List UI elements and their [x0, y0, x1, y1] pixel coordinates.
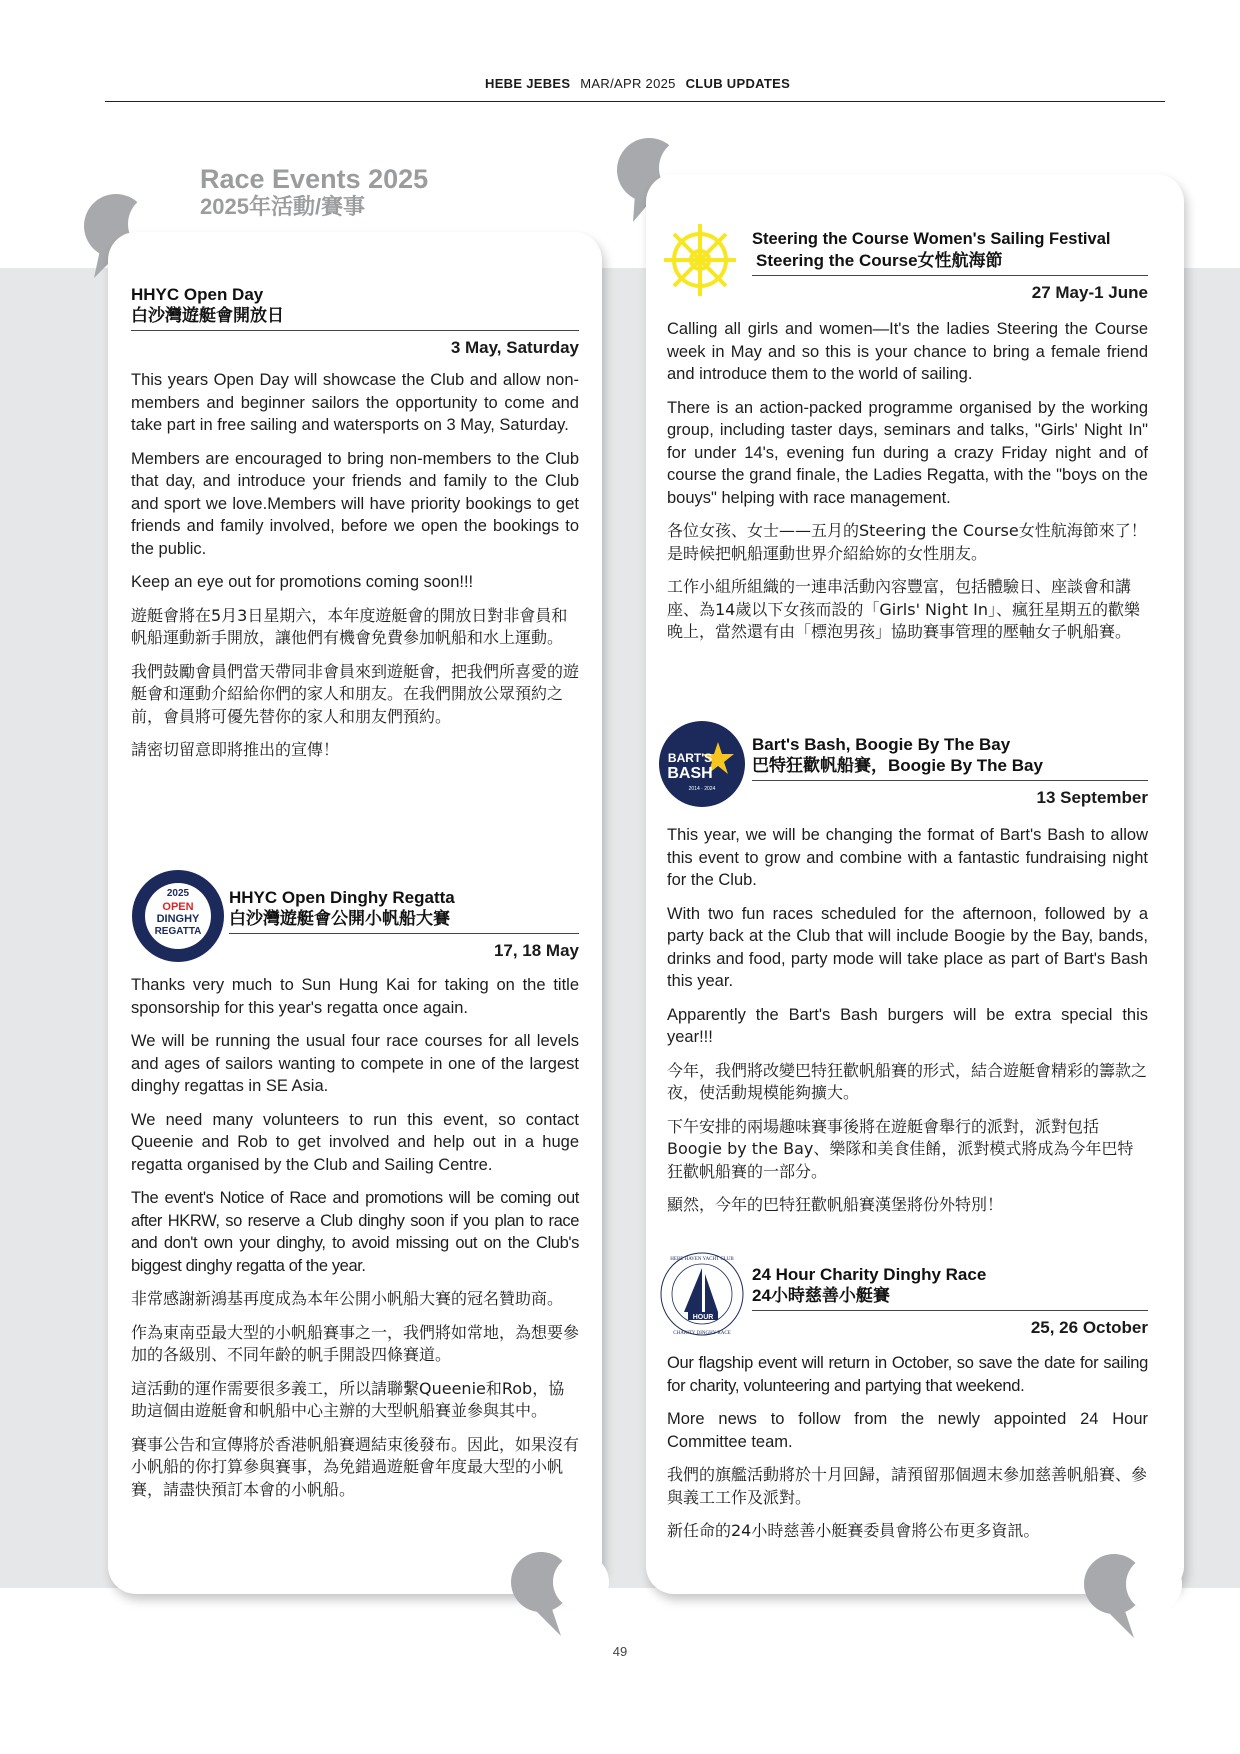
paragraph: We will be running the usual four race courses for all levels and ages of sailors wanting to compete in one of the largest dinghy regattas in SE Asia. [131, 1032, 579, 1095]
divider [752, 780, 1148, 781]
event-body [131, 369, 579, 762]
paragraph: 我們鼓勵會員們當天帶同非會員來到遊艇會，把我們所喜愛的遊艇會和運動介紹給你們的家人和朋友。在我們開放公眾預約之前，會員將可優先替你的家人和朋友們預約。 [131, 661, 580, 726]
paragraph: 作為東南亞最大型的小帆船賽事之一，我們將如常地，為想要參加的各級別、不同年齡的帆手開設四條賽道。 [131, 1322, 580, 1364]
event-24-hour-race-body [667, 1352, 1148, 1554]
event-open-dinghy-regatta-body [131, 974, 579, 1512]
paragraph: We need many volunteers to run this event, so contact Queenie and Rob to get involved and help out in a huge regatta organised by the Club and Sailing Centre. [131, 1110, 579, 1174]
quote-mark-icon [505, 1548, 615, 1638]
publication-name: HEBE JEBES [485, 76, 571, 91]
divider [752, 275, 1148, 276]
paragraph: 今年，我們將改變巴特狂歡帆船賽的形式，結合遊艇會精彩的籌款之夜，使活動規模能夠擴大。 [667, 1060, 1148, 1102]
paragraph: 遊艇會將在5月3日星期六，本年度遊艇會的開放日對非會員和帆船運動新手開放，讓他們有機會免費參加帆船和水上運動。 [131, 605, 568, 647]
paragraph: This years Open Day will showcase the Club and allow non-members and beginner sailors the opportunity to come and take part in free sailing and watersports on 3 May, Saturday. [131, 371, 579, 434]
event-body [131, 974, 579, 1501]
section-title-en: Race Events 2025 [200, 164, 429, 194]
logo-text: BART'S [667, 751, 713, 765]
paragraph: This year, we will be changing the format of Bart's Bash to allow this event to grow and combine with a fantastic fundraising night for the Club. [667, 826, 1148, 889]
paragraph: 非常感謝新鴻基再度成為本年公開小帆船大賽的冠名贊助商。 [131, 1289, 564, 1308]
running-header [105, 74, 1165, 102]
page-number: 49 [612, 1644, 628, 1659]
logo-ring-text: CHARITY DINGHY RACE [673, 1331, 731, 1336]
event-steering-the-course-body [667, 318, 1148, 655]
section-label: CLUB UPDATES [685, 76, 791, 91]
paragraph: The event's Notice of Race and promotions will be coming out after HKRW, so reserve a Club dinghy soon if you plan to race and don't own your dinghy, to avoid missing out on the Club's biggest dinghy regatta of the year. [131, 1189, 579, 1275]
event-title-en: HHYC Open Dinghy Regatta [229, 888, 455, 907]
barts-bash-logo [658, 720, 746, 808]
paragraph: 賽事公告和宣傳將於香港帆船賽週結束後發布。因此，如果沒有小帆船的你打算參與賽事，為免錯過遊艇會年度最大型的小帆賽，請盡快預訂本會的小帆船。 [131, 1434, 580, 1499]
paragraph: There is an action-packed programme organised by the working group, including taster days, seminars and talks, "Girls' Night In" for under 14's, evening fun during a crazy Friday night and of course the grand finale, the Ladies Regatta, with the "boys on the bouys" helping with race management. [667, 398, 1148, 507]
event-title-zh: 白沙灣遊艇會公開小帆船大賽 [229, 909, 450, 928]
event-title-en: Steering the Course Women's Sailing Festival [752, 230, 1111, 248]
paragraph: 下午安排的兩場趣味賽事後將在遊艇會舉行的派對，派對包括Boogie by the Bay、樂隊和美食佳餚，派對模式將成為今年巴特狂歡帆船賽的一部分。 [667, 1116, 1134, 1181]
paragraph: 這活動的運作需要很多義工，所以請聯繫Queenie和Rob，協助這個由遊艇會和帆船中心主辦的大型帆船賽並參與其中。 [131, 1378, 565, 1420]
open-dinghy-regatta-logo [130, 868, 226, 964]
paragraph: More news to follow from the newly appointed 24 Hour Committee team. [667, 1410, 1148, 1451]
logo-text: HOUR [692, 1314, 714, 1321]
event-title-en: HHYC Open Day [131, 285, 264, 304]
paragraph: 我們的旗艦活動將於十月回歸，請預留那個週末參加慈善帆船賽、參與義工工作及派對。 [667, 1465, 1148, 1507]
paragraph: 各位女孩、女士——五月的Steering the Course女性航海節來了！是時候把帆船運動世界介紹給妳的女性朋友。 [667, 521, 1147, 563]
event-barts-bash-body [667, 824, 1148, 1228]
logo-text: DINGHY [156, 913, 200, 925]
paragraph: Calling all girls and women—It's the ladies Steering the Course week in May and so this is your chance to bring a female friend and introduce them to the world of sailing. [667, 320, 1148, 383]
event-title-zh: 24小時慈善小艇賽 [752, 1286, 890, 1305]
paragraph: 新任命的24小時慈善小艇賽委員會將公布更多資訊。 [667, 1521, 1040, 1540]
event-date: 3 May, Saturday [450, 338, 579, 357]
event-open-dinghy-regatta [229, 887, 579, 962]
24-hour-charity-logo [658, 1250, 746, 1338]
event-date: 25, 26 October [1030, 1318, 1148, 1337]
event-date: 17, 18 May [493, 941, 579, 960]
event-open-day [131, 284, 579, 773]
logo-ring-text: HEBE HAVEN YACHT CLUB [670, 1257, 734, 1262]
running-header-text [485, 76, 796, 91]
paragraph: With two fun races scheduled for the afternoon, followed by a party back at the Club that will include Boogie by the Bay, bands, drinks and food, party mode will take place as part of Bart's Bash this year. [667, 904, 1148, 990]
event-steering-the-course [752, 229, 1148, 304]
quote-mark-icon [1078, 1550, 1188, 1640]
section-title-zh: 2025年活動/賽事 [200, 194, 366, 219]
ship-wheel-logo-icon [660, 220, 740, 300]
event-24-hour-race [752, 1264, 1148, 1339]
event-date: 27 May-1 June [1031, 283, 1148, 302]
section-title [200, 164, 428, 220]
event-body [667, 318, 1148, 644]
divider [229, 933, 579, 934]
event-body [667, 824, 1148, 1217]
logo-text: REGATTA [154, 926, 202, 937]
logo-years: 2014 · 2024 [688, 786, 716, 792]
paragraph: 顯然，今年的巴特狂歡帆船賽漢堡將份外特別！ [667, 1195, 1004, 1214]
paragraph: Keep an eye out for promotions coming soon!!! [131, 573, 474, 591]
paragraph: Thanks very much to Sun Hung Kai for taking on the title sponsorship for this year's regatta once again. [131, 976, 579, 1017]
logo-year: 2025 [166, 888, 190, 899]
event-date: 13 September [1036, 788, 1148, 807]
event-title-en: 24 Hour Charity Dinghy Race [752, 1265, 987, 1284]
paragraph: Apparently the Bart's Bash burgers will be extra special this year!!! [667, 1005, 1148, 1046]
event-barts-bash [752, 734, 1148, 809]
paragraph: 工作小組所組織的一連串活動內容豐富，包括體驗日、座談會和講座、為14歲以下女孩而設的「Girls' Night In」、瘋狂星期五的歡樂晚上，當然還有由「標泡男孩」協助賽事管理的壓軸女子帆船賽。 [667, 577, 1140, 641]
issue-label: MAR/APR 2025 [580, 76, 676, 91]
divider [131, 330, 579, 331]
event-title-en: Bart's Bash, Boogie By The Bay [752, 735, 1011, 754]
event-body [667, 1352, 1148, 1543]
paragraph: 請密切留意即將推出的宣傳！ [131, 740, 340, 759]
divider [752, 1310, 1148, 1311]
paragraph: Our flagship event will return in October, so save the date for sailing for charity, volunteering and partying that weekend. [667, 1354, 1148, 1395]
event-title-zh: 白沙灣遊艇會開放日 [131, 306, 284, 325]
event-title-zh: Steering the Course女性航海節 [756, 251, 1003, 270]
logo-text: BASH [667, 765, 713, 782]
paragraph: Members are encouraged to bring non-members to the Club that day, and introduce your friends and family to the Club and sport we love.Members will have priority bookings to get friends and family involved, before we open the bookings to the public. [131, 449, 579, 558]
logo-text: OPEN [162, 901, 194, 913]
event-title-zh: 巴特狂歡帆船賽，Boogie By The Bay [752, 756, 1043, 775]
